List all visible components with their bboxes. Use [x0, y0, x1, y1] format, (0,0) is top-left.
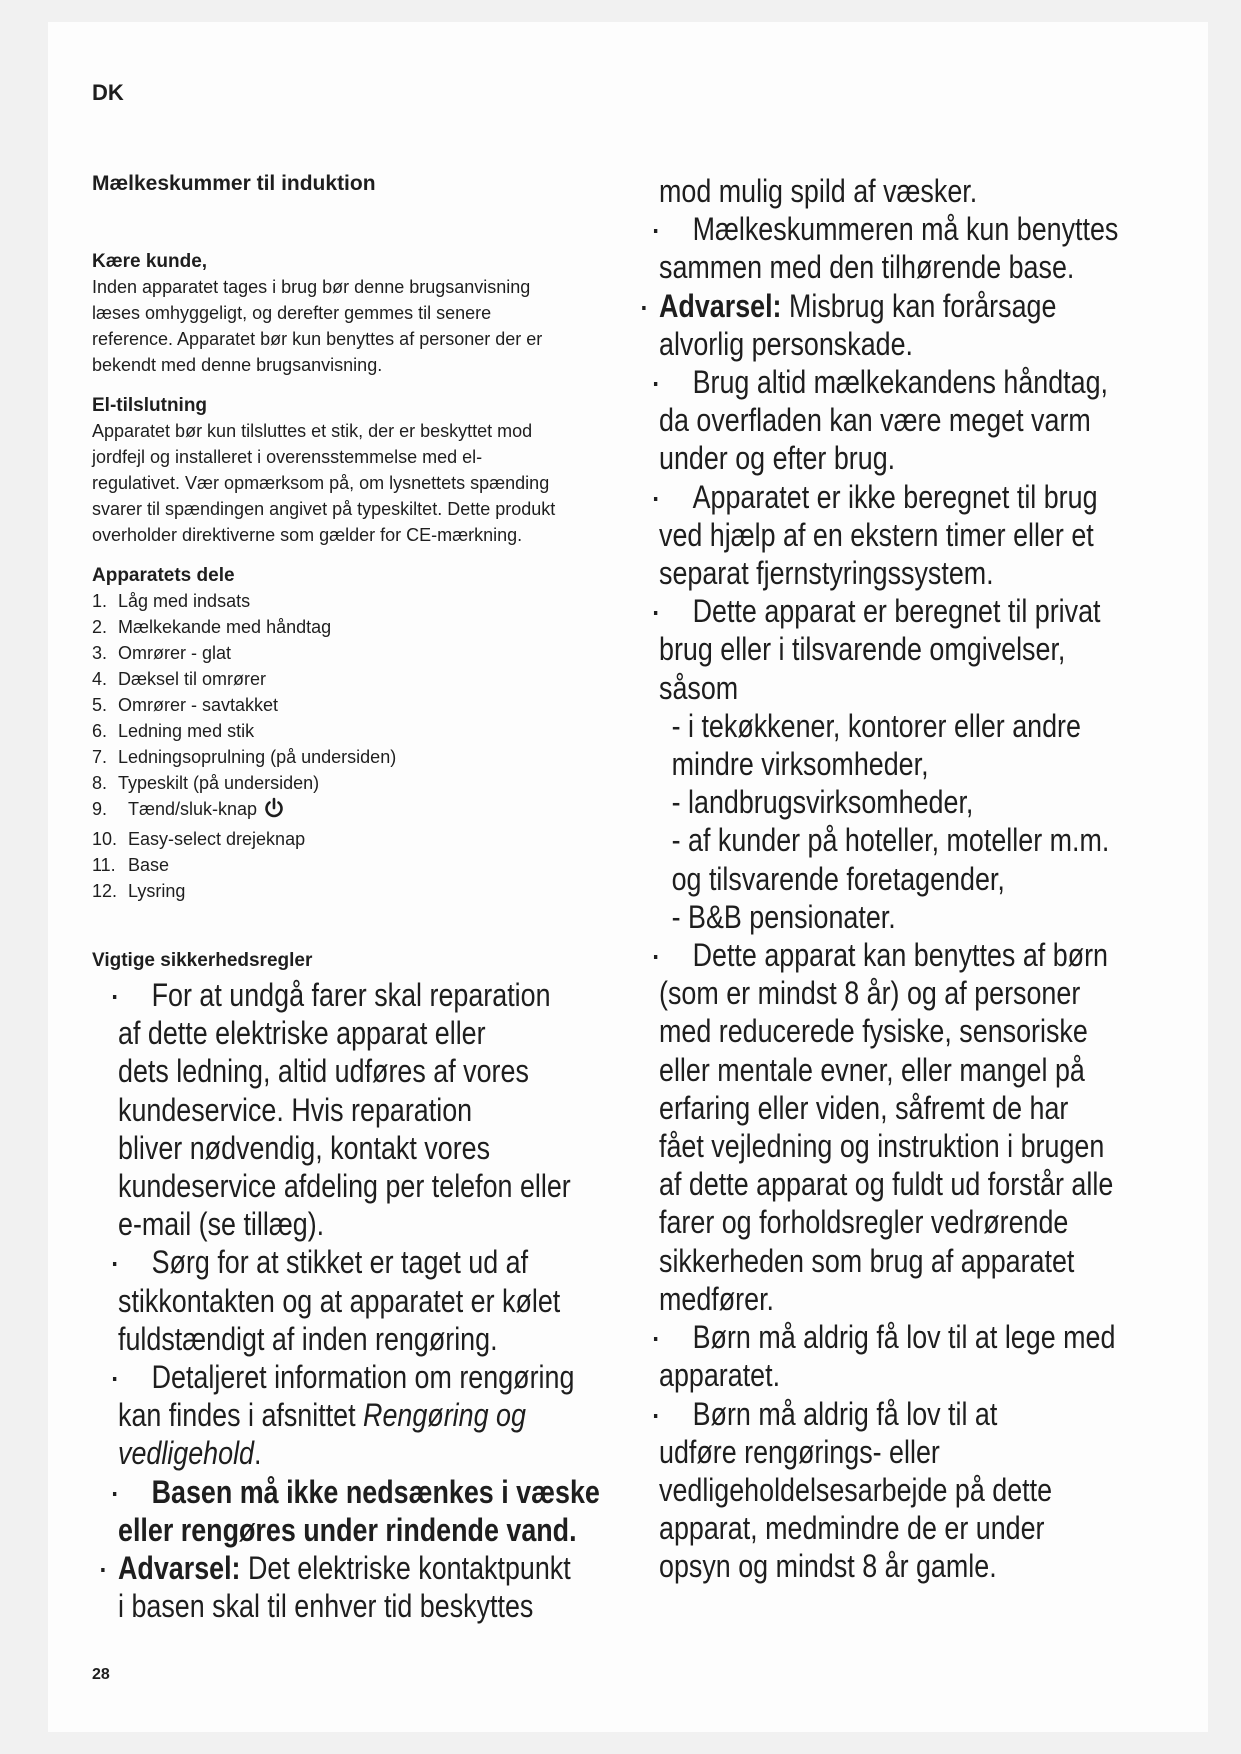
- safety-line: såsom: [659, 669, 739, 706]
- safety-line: af dette elektriske apparat eller: [118, 1015, 486, 1052]
- safety-bullet: Mælkeskummeren må kun benyttes: [659, 210, 1180, 248]
- list-item: 1. Låg med indsats: [92, 591, 251, 611]
- safety-line: separat fjernstyringssystem.: [659, 555, 994, 592]
- warning-bullet: Advarsel: Misbrug kan forårsage: [659, 287, 1180, 325]
- electrical-line: jordfejl og installeret i overensstemmelse med el-: [92, 447, 483, 467]
- safety-line: eller rengøres under rindende vand.: [118, 1511, 577, 1548]
- safety-line: e-mail (se tillæg).: [118, 1206, 325, 1243]
- list-item: 3. Omrører - glat: [92, 643, 232, 663]
- document-title: Mælkeskummer til induktion: [92, 172, 376, 195]
- safety-bullet: Dette apparat kan benyttes af børn: [659, 936, 1180, 974]
- safety-right-column: [659, 172, 1180, 1586]
- safety-line: apparat, medmindre de er under: [659, 1510, 1045, 1547]
- electrical-line: overholder direktiverne som gælder for CE-mærkning.: [92, 525, 523, 545]
- safety-line: udføre rengørings- eller: [659, 1433, 940, 1470]
- safety-line: stikkontakten og at apparatet er kølet: [118, 1282, 561, 1319]
- parts-list: [92, 588, 592, 904]
- sub-item: - B&B pensionater.: [671, 898, 896, 935]
- safety-line: opsyn og mindst 8 år gamle.: [659, 1548, 997, 1585]
- safety-line: fået vejledning og instruktion i brugen: [659, 1128, 1105, 1165]
- safety-heading: Vigtige sikkerhedsregler: [92, 950, 313, 971]
- safety-line: med reducerede fysiske, sensoriske: [659, 1013, 1088, 1050]
- safety-line: sikkerheden som brug af apparatet: [659, 1242, 1075, 1279]
- parts-heading: Apparatets dele: [92, 565, 235, 586]
- list-item: 11. Base: [92, 855, 170, 875]
- safety-line: ved hjælp af en ekstern timer eller et: [659, 516, 1094, 553]
- safety-line: da overfladen kan være meget varm: [659, 402, 1091, 439]
- greeting-heading: Kære kunde,: [92, 251, 208, 272]
- greeting-line: læses omhyggeligt, og derefter gemmes til senere: [92, 303, 492, 323]
- safety-line: mod mulig spild af væsker.: [659, 173, 978, 209]
- safety-line: under og efter brug.: [659, 440, 896, 477]
- electrical-line: regulativet. Vær opmærksom på, om lysnettets spænding: [92, 473, 550, 493]
- safety-bullet: Børn må aldrig få lov til at lege med: [659, 1318, 1180, 1356]
- list-item: 10. Easy-select drejeknap: [92, 829, 306, 849]
- list-item: 4. Dæksel til omrører: [92, 669, 267, 689]
- sub-item: og tilsvarende foretagender,: [671, 860, 1005, 897]
- safety-line: kan findes i afsnittet Rengøring og: [118, 1397, 526, 1434]
- power-icon: [263, 797, 285, 826]
- electrical-heading: El-tilslutning: [92, 395, 208, 416]
- safety-bullet: Basen må ikke nedsænkes i væske: [118, 1473, 614, 1511]
- safety-line: (som er mindst 8 år) og af personer: [659, 975, 1081, 1012]
- safety-line: kundeservice afdeling per telefon eller: [118, 1168, 571, 1205]
- safety-bullet: Sørg for at stikket er taget ud af: [118, 1243, 614, 1281]
- greeting-section: [92, 250, 592, 378]
- sub-item: - af kunder på hoteller, moteller m.m.: [671, 822, 1110, 859]
- safety-line: af dette apparat og fuldt ud forstår alle: [659, 1166, 1114, 1203]
- safety-line: apparatet.: [659, 1357, 781, 1394]
- safety-bullet: Detaljeret information om rengøring: [118, 1358, 614, 1396]
- language-code: DK: [92, 80, 124, 105]
- safety-line: dets ledning, altid udføres af vores: [118, 1053, 529, 1090]
- safety-line: eller mentale evner, eller mangel på: [659, 1051, 1085, 1088]
- list-item: 6. Ledning med stik: [92, 721, 255, 741]
- safety-line: bliver nødvendig, kontakt vores: [118, 1129, 491, 1166]
- list-item: 5. Omrører - savtakket: [92, 695, 279, 715]
- safety-line: erfaring eller viden, såfremt de har: [659, 1089, 1069, 1126]
- electrical-line: Apparatet bør kun tilsluttes et stik, der er beskyttet mod: [92, 421, 533, 441]
- safety-line: fuldstændigt af inden rengøring.: [118, 1320, 498, 1357]
- safety-line: vedligeholdelsesarbejde på dette: [659, 1471, 1053, 1508]
- electrical-line: svarer til spændingen angivet på typeskiltet. Dette produkt: [92, 499, 556, 519]
- safety-line: sammen med den tilhørende base.: [659, 249, 1075, 286]
- safety-line: i basen skal til enhver tid beskyttes: [118, 1588, 534, 1625]
- safety-line: alvorlig personskade.: [659, 325, 914, 362]
- greeting-line: Inden apparatet tages i brug bør denne brugsanvisning: [92, 277, 531, 297]
- greeting-line: bekendt med denne brugsanvisning.: [92, 355, 383, 375]
- safety-bullet: Apparatet er ikke beregnet til brug: [659, 478, 1180, 516]
- safety-bullet: Brug altid mælkekandens håndtag,: [659, 363, 1180, 401]
- page-number: 28: [92, 1666, 110, 1683]
- safety-line: medfører.: [659, 1280, 775, 1317]
- safety-left-column: [118, 976, 614, 1625]
- list-item: 2. Mælkekande med håndtag: [92, 617, 332, 637]
- list-item: 8. Typeskilt (på undersiden): [92, 773, 320, 793]
- list-item: 7. Ledningsoprulning (på undersiden): [92, 747, 397, 767]
- left-column-intro: [92, 250, 592, 904]
- safety-line: brug eller i tilsvarende omgivelser,: [659, 631, 1066, 668]
- safety-bullet: Dette apparat er beregnet til privat: [659, 592, 1180, 630]
- safety-bullet: For at undgå farer skal reparation: [118, 976, 614, 1014]
- sub-list: [659, 707, 1180, 936]
- greeting-line: reference. Apparatet bør kun benyttes af personer der er: [92, 329, 543, 349]
- safety-line: farer og forholdsregler vedrørende: [659, 1204, 1069, 1241]
- electrical-section: [92, 394, 592, 548]
- parts-section: [92, 564, 592, 904]
- safety-line: vedligehold.: [118, 1435, 262, 1472]
- warning-bullet: Advarsel: Det elektriske kontaktpunkt: [118, 1549, 614, 1587]
- sub-item: mindre virksomheder,: [671, 746, 929, 783]
- sub-item: - landbrugsvirksomheder,: [671, 784, 974, 821]
- list-item: 12. Lysring: [92, 881, 186, 901]
- list-item: 9. Tænd/sluk-knap: [92, 796, 592, 826]
- sub-item: - i tekøkkener, kontorer eller andre: [671, 707, 1081, 744]
- safety-line: kundeservice. Hvis reparation: [118, 1091, 473, 1128]
- safety-bullet: Børn må aldrig få lov til at: [659, 1395, 1180, 1433]
